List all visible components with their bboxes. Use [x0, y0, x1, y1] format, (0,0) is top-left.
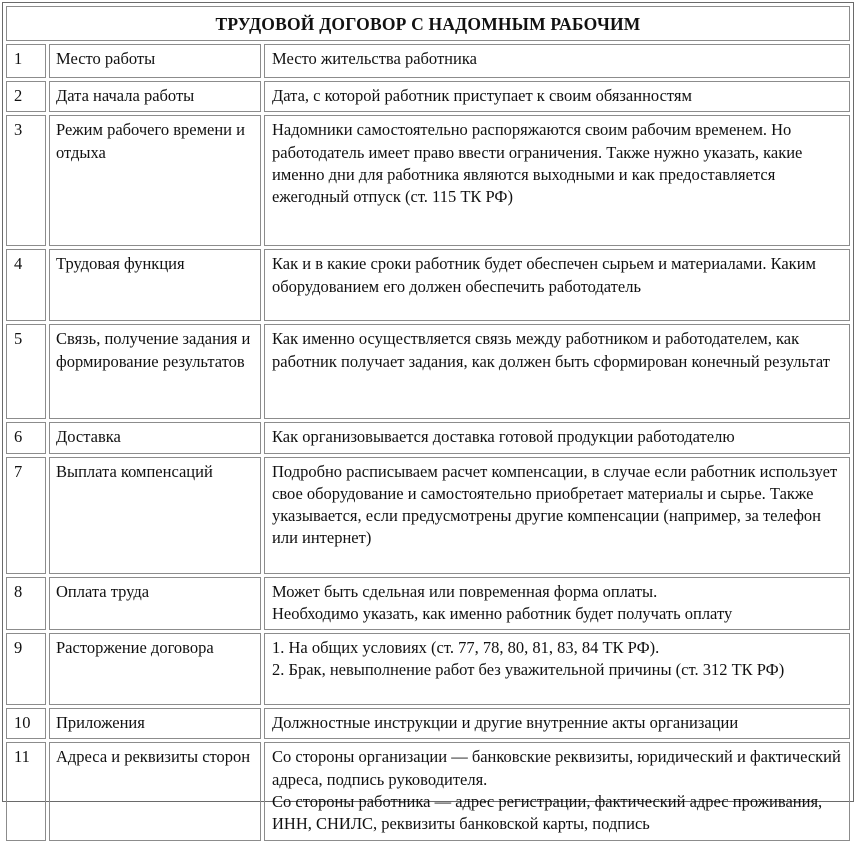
row-number: 10: [6, 708, 46, 739]
row-section: Место работы: [49, 44, 261, 78]
description-paragraph: Место жительства работника: [272, 49, 477, 68]
row-description: [264, 457, 850, 574]
row-number: 3: [6, 115, 46, 246]
description-paragraph: Как организовывается доставка готовой продукции работодателю: [272, 427, 735, 447]
table-row: [6, 633, 850, 705]
title-row: [6, 6, 850, 41]
table-row: [6, 457, 850, 574]
row-number: 5: [6, 324, 46, 419]
row-description: [264, 115, 850, 246]
table-row: [6, 115, 850, 246]
row-description: [264, 633, 850, 705]
row-number: 7: [6, 457, 46, 574]
row-description: [264, 708, 850, 739]
description-paragraph: 2. Брак, невыполнение работ без уважительной причины (ст. 312 ТК РФ): [272, 660, 785, 680]
table-row: [6, 81, 850, 112]
description-paragraph: 1. На общих условиях (ст. 77, 78, 80, 81, 83, 84 ТК РФ).: [272, 638, 660, 658]
table-row: [6, 249, 850, 321]
row-description: [264, 81, 850, 112]
description-paragraph: Дата, с которой работник приступает к своим обязанностям: [272, 86, 692, 105]
row-section: Доставка: [49, 422, 261, 453]
row-number: 6: [6, 422, 46, 453]
row-description: [264, 742, 850, 840]
row-description: [264, 577, 850, 631]
row-number: 1: [6, 44, 46, 78]
row-number: 11: [6, 742, 46, 840]
description-paragraph: Должностные инструкции и другие внутренние акты организации: [272, 713, 739, 733]
description-paragraph: Со стороны работника — адрес регистрации, фактический адрес проживания, ИНН, СНИЛС, реквизиты банковской карты, подпись: [272, 792, 823, 834]
row-description: [264, 249, 850, 321]
row-section: Оплата труда: [49, 577, 261, 631]
description-paragraph: Со стороны организации — банковские реквизиты, юридический и фактический адреса, подпись руководителя.: [272, 747, 841, 789]
contract-table: [3, 3, 853, 844]
row-description: [264, 324, 850, 419]
row-number: 8: [6, 577, 46, 631]
row-section: Расторжение договора: [49, 633, 261, 705]
description-paragraph: Подробно расписываем расчет компенсации, в случае если работник использует свое оборудование и самостоятельно приобретает материалы и сырье. Также указывается, если предусмотрены другие компенсации (например, за телефон или интернет): [272, 461, 838, 548]
table-row: [6, 742, 850, 840]
table-row: [6, 324, 850, 419]
table-row: [6, 577, 850, 631]
row-section: Выплата компенсаций: [49, 457, 261, 574]
contract-document: [2, 2, 854, 834]
row-section: Дата начала работы: [49, 81, 261, 112]
table-row: [6, 422, 850, 453]
description-paragraph: Может быть сдельная или повременная форма оплаты.: [272, 581, 658, 601]
row-section: Связь, получение задания и формирование результатов: [49, 324, 261, 419]
row-section: Трудовая функция: [49, 249, 261, 321]
row-description: [264, 422, 850, 453]
description-paragraph: Как именно осуществляется связь между работником и работодателем, как работник получает задания, как должен быть сформирован конечный результат: [272, 329, 830, 371]
table-row: [6, 708, 850, 739]
row-section: Приложения: [49, 708, 261, 739]
row-number: 2: [6, 81, 46, 112]
table-row: [6, 44, 850, 78]
row-number: 9: [6, 633, 46, 705]
table-title: ТРУДОВОЙ ДОГОВОР С НАДОМНЫМ РАБОЧИМ: [6, 6, 850, 41]
description-paragraph: Необходимо указать, как именно работник будет получать оплату: [272, 603, 733, 623]
description-paragraph: Как и в какие сроки работник будет обеспечен сырьем и материалами. Каким оборудованием его должен обеспечить работодатель: [272, 254, 816, 296]
description-paragraph: Надомники самостоятельно распоряжаются своим рабочим временем. Но работодатель имеет право ввести ограничения. Также нужно указать, какие именно дни для работника являются выходными и как предоставляется ежегодный отпуск (ст. 115 ТК РФ): [272, 120, 803, 207]
row-section: Режим рабочего времени и отдыха: [49, 115, 261, 246]
row-description: [264, 44, 850, 78]
row-section: Адреса и реквизиты сторон: [49, 742, 261, 840]
row-number: 4: [6, 249, 46, 321]
